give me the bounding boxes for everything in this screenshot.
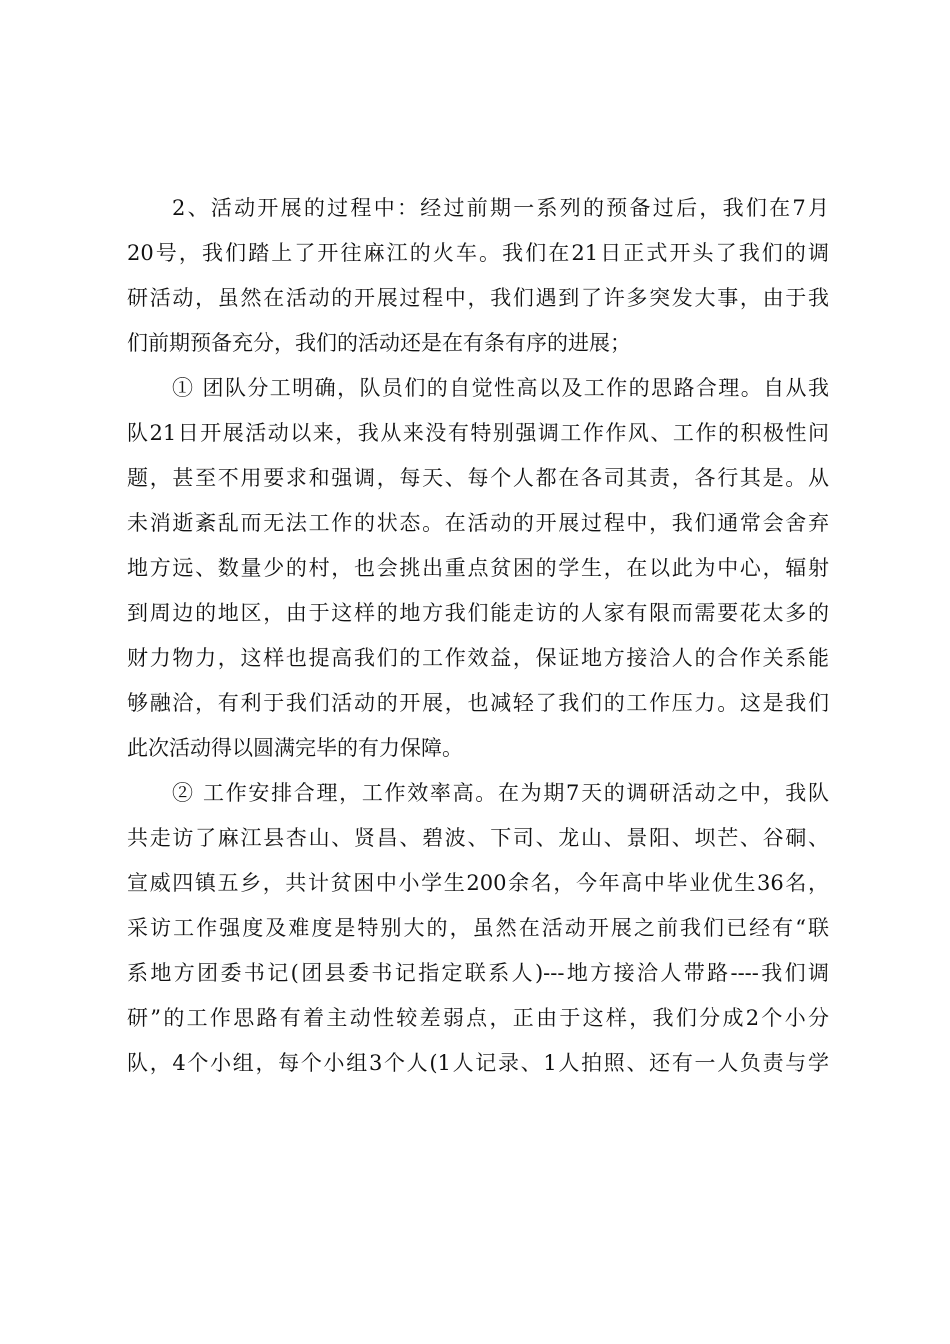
paragraph-2-line-5: 地方远、数量少的村，也会挑出重点贫困的学生，在以此为中心，辐射 — [127, 556, 829, 580]
paragraph-3-line-7: 队，4个小组，每个小组3个人(1人记录、1人拍照、还有一人负责与学 — [127, 1051, 829, 1075]
paragraph-3-line-2: 共走访了麻江县杏山、贤昌、碧波、下司、龙山、景阳、坝芒、谷硐、 — [127, 826, 829, 850]
paragraph-2-line-2: 队21日开展活动以来，我从来没有特别强调工作作风、工作的积极性问 — [127, 421, 829, 445]
paragraph-1-line-2: 20号，我们踏上了开往麻江的火车。我们在21日正式开头了我们的调 — [127, 241, 829, 265]
paragraph-2-line-3: 题，甚至不用要求和强调，每天、每个人都在各司其责，各行其是。从 — [127, 466, 829, 490]
paragraph-2-line-1: ① 团队分工明确，队员们的自觉性高以及工作的思路合理。自从我 — [172, 376, 829, 400]
paragraph-3-line-1: ② 工作安排合理，工作效率高。在为期7天的调研活动之中，我队 — [172, 781, 829, 805]
paragraph-1-line-1: 2、活动开展的过程中：经过前期一系列的预备过后，我们在7月 — [172, 196, 829, 220]
paragraph-3-line-6: 研”的工作思路有着主动性较差弱点，正由于这样，我们分成2个小分 — [127, 1006, 829, 1030]
paragraph-3-line-4: 采访工作强度及难度是特别大的，虽然在活动开展之前我们已经有“联 — [127, 916, 829, 940]
paragraph-2-line-7: 财力物力，这样也提高我们的工作效益，保证地方接洽人的合作关系能 — [127, 646, 829, 670]
paragraph-3-line-5: 系地方团委书记(团县委书记指定联系人)---地方接洽人带路----我们调 — [127, 961, 829, 985]
paragraph-2-line-9: 此次活动得以圆满完毕的有力保障。 — [127, 736, 463, 760]
paragraph-1-line-4: 们前期预备充分，我们的活动还是在有条有序的进展； — [127, 331, 631, 355]
paragraph-3-line-3: 宣威四镇五乡，共计贫困中小学生200余名，今年高中毕业优生36名， — [127, 871, 829, 895]
paragraph-1-line-3: 研活动，虽然在活动的开展过程中，我们遇到了许多突发大事，由于我 — [127, 286, 829, 310]
paragraph-2-line-6: 到周边的地区，由于这样的地方我们能走访的人家有限而需要花太多的 — [127, 601, 829, 625]
paragraph-2-line-4: 未消逝紊乱而无法工作的状态。在活动的开展过程中，我们通常会舍弃 — [127, 511, 829, 535]
paragraph-2-line-8: 够融洽，有利于我们活动的开展，也减轻了我们的工作压力。这是我们 — [127, 691, 829, 715]
